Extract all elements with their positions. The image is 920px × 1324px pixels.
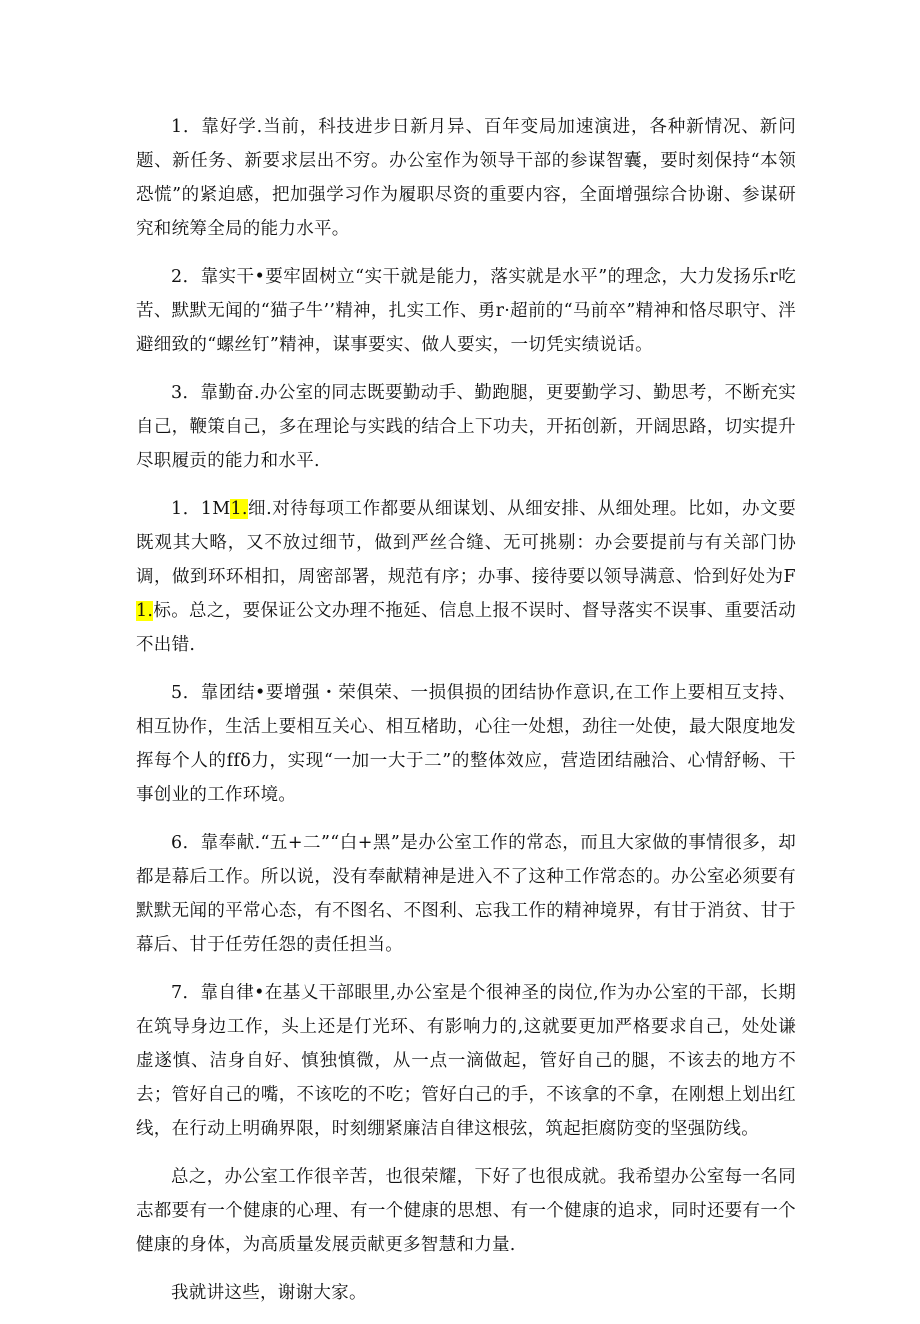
paragraph-4-prefix: 1．1M xyxy=(171,499,231,519)
paragraph-4-suffix: 标。总之，要保证公文办理不拖延、信息上报不误时、督导落实不误事、重要活动不出错. xyxy=(136,601,796,655)
conclusion-paragraph: 总之，办公室工作很辛苦，也很荣耀，下好了也很成就。我希望办公室每一名同志都要有一个健康的心理、有一个健康的思想、有一个健康的追求，同时还要有一个健康的身体，为高质量发展贡献更多智慧和力量. xyxy=(136,1167,796,1255)
document-body xyxy=(136,110,796,1324)
paragraph-3: 3．靠勤奋.办公室的同志既要勤动手、勤跑腿，更要勤学习、勤思考，不断充实自己，鞭策自己，多在理论与实践的结合上下功夫，开拓创新，开阔思路，切实提升尽职履贡的能力和水平. xyxy=(136,383,796,471)
paragraph-6: 6．靠奉献.“五+二”“白+黑”是办公室工作的常态，而且大家做的事情很多，却都是幕后工作。所以说，没有奉献精神是进入不了这种工作常态的。办公室必须要有默默无闻的平常心态，有不图名、不图利、忘我工作的精神境界，有甘于消贫、甘于幕后、甘于任劳任怨的责任担当。 xyxy=(136,833,796,955)
paragraph-7: 7．靠自律•在基乂干部眼里,办公室是个很神圣的岗位,作为办公室的干部，长期在筑导身边工作，头上还是仃光环、有影响力的,这就要更加严格要求自己，处处谦虚遂慎、洁身自好、慎独慎微，从一点一滴做起，管好自己的腿，不该去的地方不去；管好自己的嘴，不该吃的不吃；管好白己的手，不该拿的不拿，在刚想上划出红线，在行动上明确界限，时刻绷紧廉洁自律这根弦，筑起拒腐防变的坚强防线。 xyxy=(136,983,796,1139)
closing-line: 我就讲这些，谢谢大家。 xyxy=(171,1283,367,1303)
paragraph-4 xyxy=(136,492,796,662)
highlighted-text: 1. xyxy=(230,499,248,519)
paragraph-2: 2．靠实干•要牢固树立“实干就是能力，落实就是水平”的理念，大力发扬乐r吃苦、默默无闻的“猫子牛’’精神，扎实工作、勇r·超前的“马前卒”精神和恪尽职守、泮避细致的“螺丝钉”精神，谋事要实、做人要实，一切凭实绩说话。 xyxy=(136,267,796,355)
highlighted-text: 1. xyxy=(136,601,154,621)
paragraph-4-middle: 细.对待每项工作都要从细谋划、从细安排、从细处理。比如，办文要既观其大略，又不放过细节，做到严丝合缝、无可挑剔：办会要提前与有关部门协调，做到环环相扣，周密部署，规范有序；办事、接待要以领导满意、恰到好处为F xyxy=(136,499,796,587)
paragraph-5: 5．靠团结•要增强・荣俱荣、一损俱损的团结协作意识,在工作上要相互支持、相互协作，生活上要相互关心、相互楮助，心往一处想，劲往一处使，最大限度地发挥每个人的ffδ力，实现“一加一大于二”的整体效应，营造团结融洽、心情舒畅、干事创业的工作环境。 xyxy=(136,683,796,805)
paragraph-1: 1．靠好学.当前，科技进步日新月异、百年变局加速演进，各种新情况、新问题、新任务、新要求层出不穷。办公室作为领导干部的参谋智囊，要时刻保持“本领恐慌”的紧迫感，把加强学习作为履职尽资的重要内容，全面增强综合协谢、参谋研究和统筹全局的能力水平。 xyxy=(136,117,796,239)
